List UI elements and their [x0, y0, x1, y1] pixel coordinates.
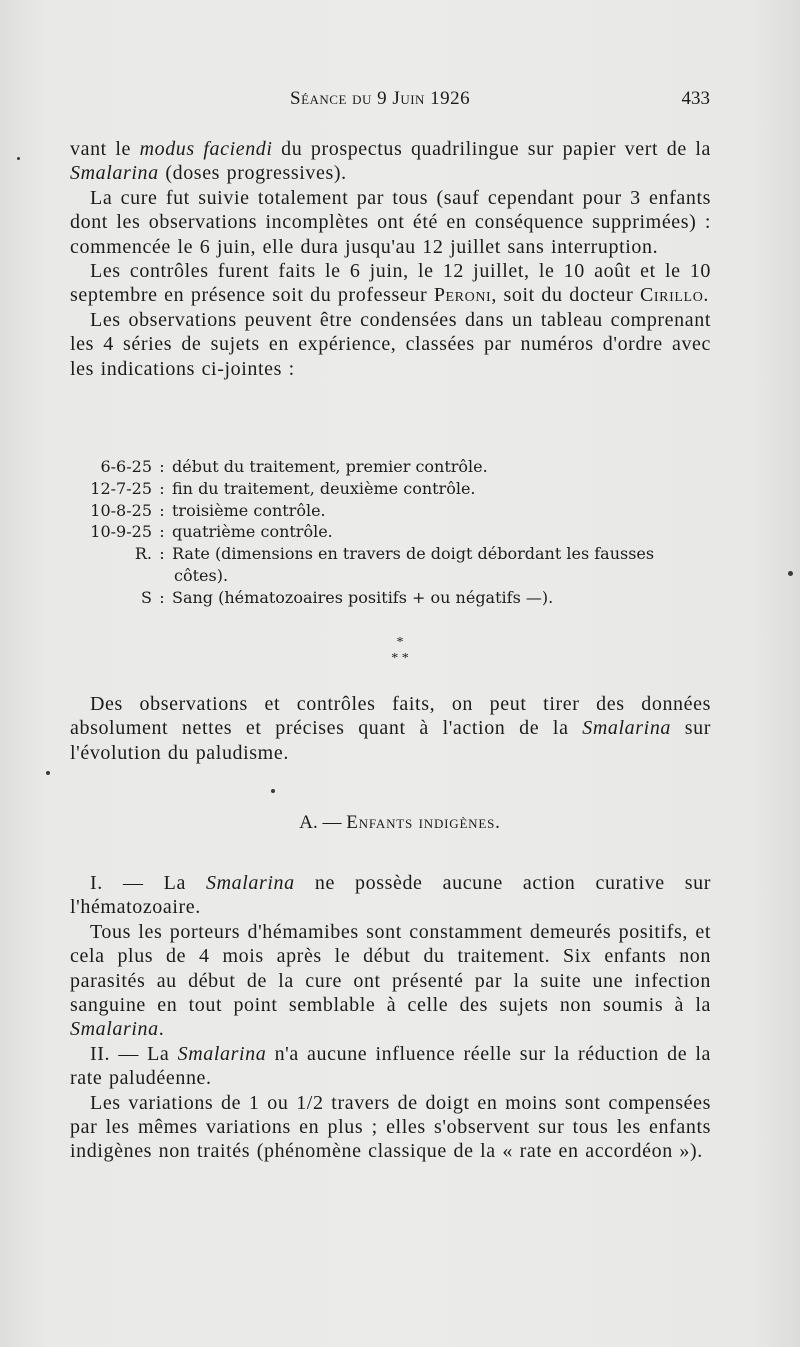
legend-key: 6-6-25	[100, 457, 152, 476]
person-name: Cirillo	[639, 284, 704, 307]
text-run: du prospectus quadrilingue sur papier vert de la	[272, 138, 711, 160]
legend-row	[70, 456, 710, 478]
legend-row	[70, 587, 710, 609]
paragraph-carriers	[70, 920, 711, 1042]
text-run: Des observations et contrôles faits, on peut tirer des données absolument nettes et précises quant à l'action de la	[70, 693, 711, 740]
paragraph-observations: Les observations peuvent être condensées dans un tableau comprenant les 4 séries de sujets en expérience, classées par numéros d'ordre avec les indications ci-jointes :	[70, 308, 711, 380]
asterism-bottom: * *	[391, 651, 409, 666]
paragraph-continuation	[70, 137, 711, 186]
print-speck	[17, 157, 20, 160]
italic-term: Smalarina	[177, 1042, 267, 1065]
paragraph-controls	[70, 259, 711, 308]
legend-description: Rate (dimensions en travers de doigt débordant les fausses	[172, 544, 655, 564]
legend-key: 10-9-25	[90, 522, 152, 542]
legend-description: fin du traitement, deuxième contrôle.	[172, 478, 476, 498]
paragraph-point-one	[70, 871, 711, 920]
legend-list	[70, 456, 710, 609]
legend-row	[70, 478, 710, 500]
legend-description: quatrième contrôle.	[172, 522, 333, 542]
text-run: n'a aucune influence réelle sur la réduction de la rate paludéenne.	[70, 1042, 711, 1090]
text-run: .	[703, 284, 710, 307]
legend-description: troisième contrôle.	[172, 500, 326, 520]
legend-key: R.	[134, 544, 152, 564]
paragraph-point-two	[70, 1042, 711, 1091]
italic-term: modus faciendi	[139, 138, 273, 160]
print-speck	[46, 771, 50, 775]
print-speck	[788, 571, 793, 576]
legend-description: Sang (hématozoaires positifs + ou négatifs —).	[172, 587, 554, 607]
legend-separator: :	[159, 587, 165, 607]
section-heading	[0, 812, 800, 834]
legend-separator: :	[159, 478, 165, 498]
text-block-top	[70, 137, 711, 381]
legend-separator: :	[159, 500, 165, 520]
legend-separator: :	[159, 457, 165, 476]
italic-term: Smalarina	[70, 162, 159, 185]
text-run: sur l'évolution du paludisme.	[70, 717, 711, 764]
paragraph-conclusions	[70, 692, 711, 765]
page-header	[70, 88, 710, 118]
text-run: .	[158, 1018, 165, 1041]
paragraph-cure: La cure fut suivie totalement par tous (sauf cependant pour 3 enfants dont les observations incomplètes ont été en conséquence supprimées) : commencée le 6 juin, elle dura jusqu'au 12 juillet sans interruption.	[70, 186, 711, 258]
text-run: Tous les porteurs d'hémamibes sont constamment demeurés positifs, et cela plus de 4 mois après le début du traitement. Six enfants non parasités au début de la cure ont présenté par la suite une infection sanguine en tout point semblable à celle des sujets non soumis à la	[70, 920, 711, 1017]
legend-key: 12-7-25	[90, 478, 152, 498]
legend-row	[70, 500, 710, 522]
text-block-middle	[70, 692, 711, 765]
italic-term: Smalarina	[206, 872, 295, 894]
person-name: Peroni	[433, 284, 492, 307]
running-head: Séance du 9 Juin 1926	[290, 88, 471, 109]
legend-row	[70, 543, 710, 565]
asterism-top: *	[396, 635, 404, 650]
legend-description: début du traitement, premier contrôle.	[172, 457, 488, 476]
section-title: Enfants indigènes.	[346, 812, 501, 833]
italic-term: Smalarina	[582, 717, 672, 740]
legend-row	[70, 521, 710, 543]
section-label: A. —	[299, 812, 347, 833]
page-number: 433	[681, 88, 710, 109]
italic-term: Smalarina	[70, 1018, 159, 1041]
legend-key: 10-8-25	[90, 500, 152, 520]
text-block-bottom	[70, 871, 711, 1164]
legend-key: S	[141, 587, 152, 607]
text-run: (doses progressives).	[158, 162, 347, 185]
legend-separator: :	[159, 522, 165, 542]
text-run: Les contrôles furent faits le 6 juin, le 12 juillet, le 10 août et le 10 septembre en présence soit du professeur	[70, 260, 711, 307]
text-run: vant le	[70, 138, 140, 160]
paragraph-variations: Les variations de 1 ou 1/2 travers de doigt en moins sont compensées par les mêmes variations en plus ; elles s'observent sur tous les enfants indigènes non traités (phénomène classique de la « rate en accordéon »).	[70, 1091, 711, 1163]
legend-separator: :	[159, 544, 165, 564]
text-run: II. — La	[90, 1042, 178, 1065]
text-run: , soit du docteur	[491, 284, 640, 307]
print-speck	[271, 789, 275, 793]
text-run: ne possède aucune action curative sur l'hématozoaire.	[70, 872, 712, 919]
text-run: I. — La	[90, 872, 207, 894]
legend-continuation: côtes).	[174, 565, 229, 585]
